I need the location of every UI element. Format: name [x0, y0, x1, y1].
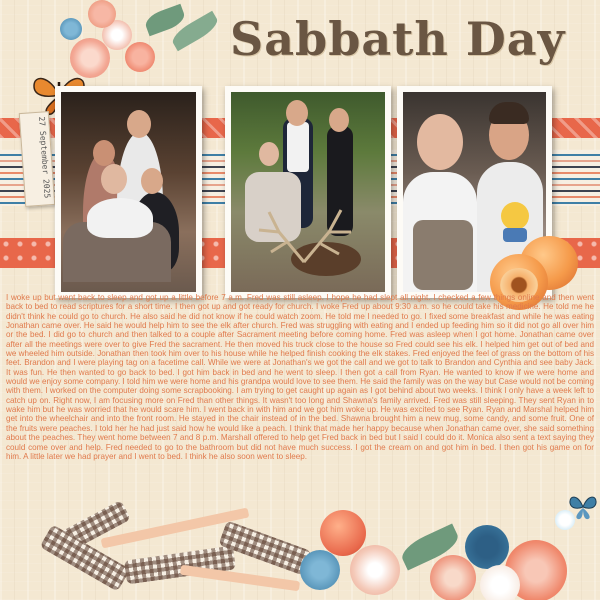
date-label: 27 September 2025	[37, 116, 52, 199]
butterfly-icon	[568, 492, 598, 522]
bottom-embellishments	[0, 495, 600, 600]
photo-family-group	[55, 86, 202, 298]
journal-text: I woke up but went back to sleep and got up a little before 7 a.m. Fred was still asleep. I hope he had slept all night. I checked a few things online and then went back to bed to read scriptures for a short time. I then got up and got ready for church. I woke Fred up about 9:30 a.m. so he could take his medicine. He told me he didn't think he could go to church. He also said he did not know if he could watch zoom. He told me I needed to go. I fixed some breakfast and while he was eating Jonathan came over. He said he would help him to see the elk after church. Fred was struggling with eating and I ended up feeding him so it did not go all over him or the bed. I did go to church and then talked to a couple after Sacrament meeting before coming home. Fred was asleep when I got home. Jonathan came over after all the meetings were over to give Fred the sacrament. He then moved his truck close to the house so Fred could see his elk. I helped him get out of bed and we wheeled him outside. Jonathan then took him over to his house while he helped finish cooking the elk stakes. Fred enjoyed the feel of grass on the bottom of his feet. Brandon and I were playing tag on a facetime call. While we were at Jonathan's we got the call and we got to talk to Brandon and Cynthia and see baby Jack. It was fun. He then wanted to go back to bed. I got him back in bed and he went to sleep. I then got a call from Ryan. He wanted to know if we were home and would we enjoy some company. I told him we were home and his grandpa would love to see them. He said the family was on the way but Case would not be coming with them. I worked on the computer doing some scrapbooking. I am trying to get caught up again as I got behind about two weeks. I think I only have a week left to catch up on. Right now, I am focusing more on Fred than other things. It wasn't too long and Shawna's family arrived. Fred was still sleeping. They sent Ryan in to wake him but he was worried that he would scare him. I went back in with him and we got him woke up. He was excited to see Ryan. Ryan and Marshal helped him get into the wheelchair and into the front room. He stayed in the chair instead of in the bed. Shawna brought him a new mug, some candy, and some fruit. One of the fruits were peaches. I told her he had just said how he would like a peach. I think that made her happy because when Jonathan came over, she said something about the peaches. They went home between 7 and 8 p.m. Marshall offered to help get Fred back in bed but I said I could do it. Monica also sent a text saying they could come over and help. Fred needed to go to the bathroom but did not have much success. I got the cream on and got him in bed. I then got his game on for him. A little later we had prayer and I went to bed. I think he also soon went to sleep.	[6, 293, 594, 461]
page-title: Sabbath Day	[230, 12, 566, 66]
photo-elk-outdoors	[225, 86, 391, 298]
